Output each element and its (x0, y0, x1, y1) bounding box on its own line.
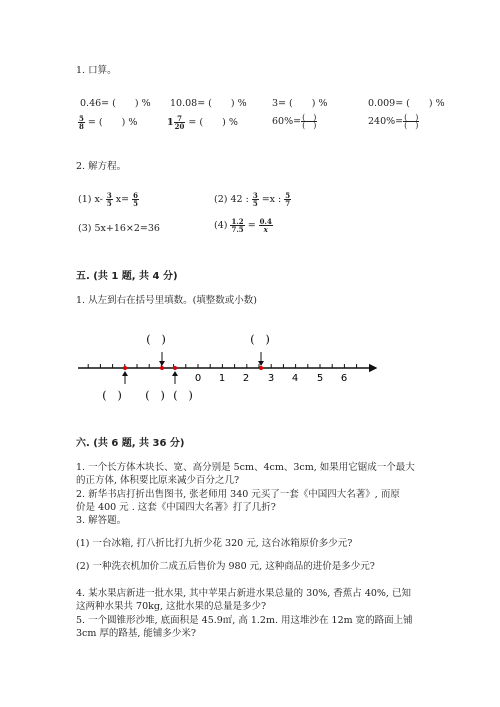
point-4 (259, 366, 263, 370)
bottom-blank-1: ( ) (102, 389, 122, 402)
oral-calc-3: 3= ( ) % (272, 98, 328, 109)
point-1 (123, 366, 127, 370)
bottom-arrow-head-2 (172, 371, 178, 376)
tick-label-2: 2 (242, 373, 250, 384)
oral-calc-5: $\frac{5}{8}$ = ( ) % (79, 114, 138, 131)
bottom-arrow-head-1 (122, 371, 128, 376)
top-blank-1: ( ) (146, 333, 166, 346)
tick-label-0: 0 (194, 373, 202, 384)
oral-calc-7: 60%= $\frac{( )}{( )}$ (272, 113, 317, 130)
s6-line-2: 的正方体, 体积要比原来减少百分之几? (76, 475, 240, 486)
s6-line-6: 4. 某水果店新进一批水果, 其中苹果占新进水果总量的 30%, 香蕉占 40%, 已知 (76, 588, 411, 599)
oral-calc-8: 240%= $\frac{( )}{( )}$ (368, 113, 419, 130)
bottom-blank-3: ( ) (173, 389, 193, 402)
equation-3: (3) 5x+16×2=36 (78, 223, 160, 234)
section-5-title: 五. (共 1 题, 共 4 分) (76, 271, 178, 282)
oral-calc-2: 10.08= ( ) % (170, 98, 247, 109)
s6-line-4: 价是 400 元 . 这套《中国四大名著》打了几折? (76, 502, 276, 513)
equation-1: (1) x- $\frac{3}{5}$ x= $\frac{6}{5}$ (78, 191, 139, 208)
bottom-blank-2: ( ) (145, 389, 165, 402)
s6-line-7: 这两种水果共 70kg, 这批水果的总量是多少? (76, 601, 267, 612)
point-2 (160, 366, 164, 370)
q2-title: 2. 解方程。 (76, 161, 127, 172)
s6-sub-2: (2) 一种洗衣机加价二成五后售价为 980 元, 这种商品的进价是多少元? (76, 561, 375, 572)
s6-line-5: 3. 解答题。 (76, 515, 127, 526)
top-arrow-head-1 (159, 361, 165, 366)
s6-sub-1: (1) 一台冰箱, 打八折比打九折少花 320 元, 这台冰箱原价多少元? (76, 538, 353, 549)
section-6-title: 六. (共 6 题, 共 36 分) (76, 438, 185, 449)
equation-2: (2) 42 : $\frac{3}{5}$ =x : $\frac{5}{7}$ (214, 191, 291, 208)
tick-label-5: 5 (316, 373, 324, 384)
s6-line-1: 1. 一个长方体木块长、宽、高分别是 5cm、4cm、3cm, 如果用它锯成一个最大 (76, 462, 415, 473)
oral-calc-1: 0.46= ( ) % (80, 98, 151, 109)
s6-line-8: 5. 一个圆锥形沙堆, 底面积是 45.9㎡, 高 1.2m. 用这堆沙在 12m 宽的路面上铺 (76, 615, 413, 626)
s6-line-3: 2. 新华书店打折出售图书, 张老师用 340 元买了一套《中国四大名著》, 而原 (76, 489, 400, 500)
oral-calc-4: 0.009= ( ) % (368, 98, 445, 109)
tick-label-3: 3 (267, 373, 275, 384)
s6-line-9: 3cm 厚的路基, 能铺多少米? (76, 628, 197, 639)
section-5-q1: 1. 从左到右在括号里填数。(填整数或小数) (76, 295, 257, 306)
top-blank-2: ( ) (250, 333, 270, 346)
number-line (70, 330, 390, 405)
q1-title: 1. 口算。 (76, 65, 117, 76)
tick-label-6: 6 (340, 373, 348, 384)
tick-label-1: 1 (218, 373, 226, 384)
oral-calc-6: 1 $\frac{7}{20}$ = ( ) % (167, 114, 238, 131)
tick-label-4: 4 (291, 373, 299, 384)
point-3 (173, 366, 177, 370)
equation-4: (4) $\frac{1.2}{7.5}$ = $\frac{0.4}{x}$ (214, 217, 272, 234)
